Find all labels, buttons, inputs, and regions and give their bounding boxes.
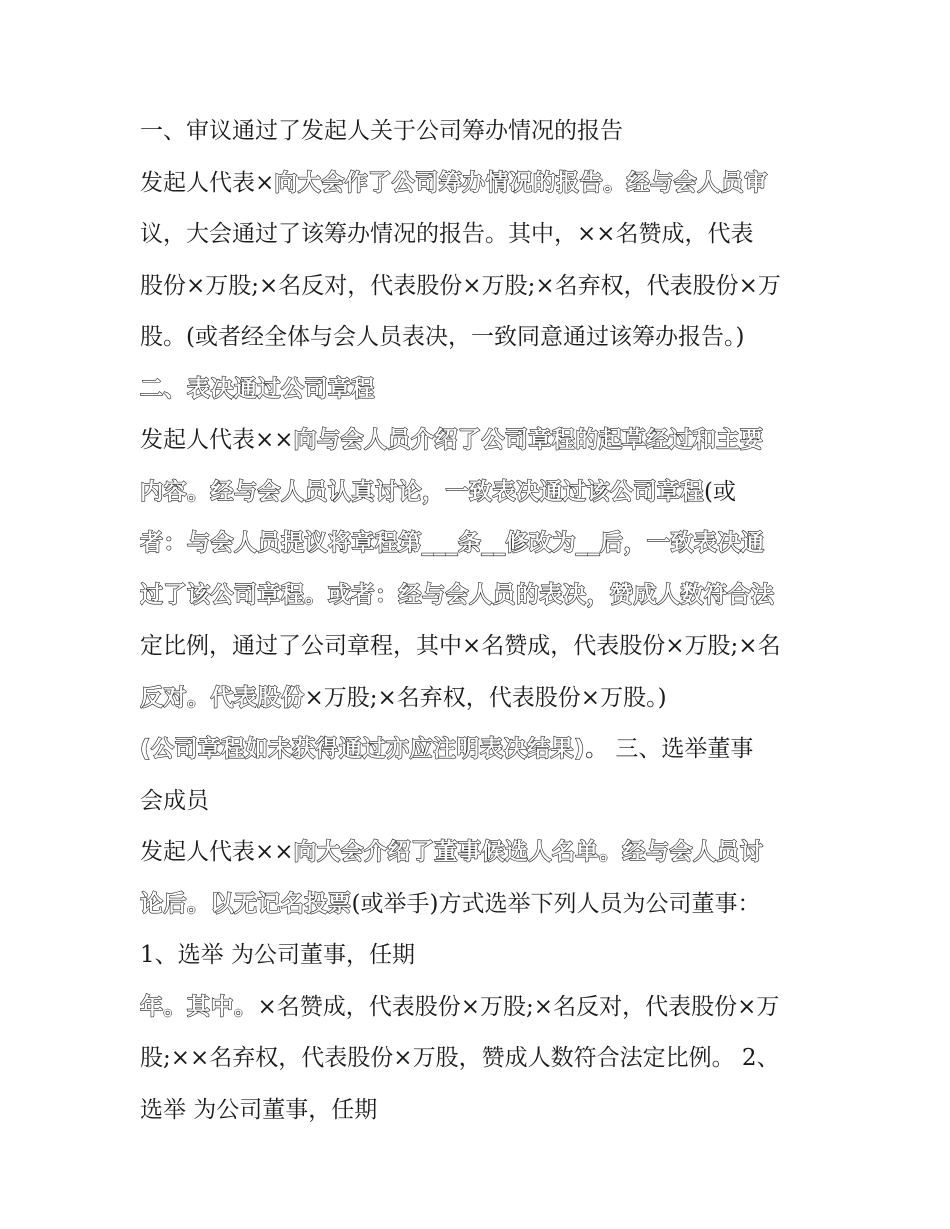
text-segment: 股份×万股;×名反对，代表股份×万股;×名弃权，代表股份×万 bbox=[140, 272, 781, 299]
outlined-text-segment: 向大会作了公司筹办情况的报告。经与会人员审 bbox=[274, 169, 768, 196]
outlined-text-segment: 论后。以无记名投票 bbox=[140, 890, 352, 917]
text-segment: ×名赞成，代表股份×万股;×名反对，代表股份×万 bbox=[257, 993, 780, 1020]
text-line bbox=[140, 364, 820, 416]
document-body bbox=[140, 106, 820, 1136]
outlined-text-segment: (公司章程如未获得通过亦应注明表决结果) bbox=[140, 736, 586, 762]
text-segment: (或举手)方式选举下列人员为公司董事： bbox=[351, 890, 761, 917]
text-line bbox=[140, 415, 820, 467]
text-line bbox=[140, 673, 820, 725]
text-segment: 定比例，通过了公司章程，其中×名赞成，代表股份×万股;×名 bbox=[140, 633, 781, 659]
text-line bbox=[140, 1033, 820, 1085]
text-line bbox=[140, 209, 820, 261]
text-line bbox=[140, 312, 820, 364]
outlined-text-segment: 反对。代表股份 bbox=[140, 684, 305, 711]
text-line bbox=[140, 827, 820, 879]
text-line bbox=[140, 879, 820, 931]
text-segment: 会成员 bbox=[140, 787, 209, 814]
text-segment: 股;××名弃权，代表股份×万股，赞成人数符合法定比例。 2、 bbox=[140, 1045, 780, 1071]
text-segment: 选举 为公司董事，任期 bbox=[140, 1096, 378, 1123]
text-line bbox=[140, 982, 820, 1034]
text-segment: (或 bbox=[704, 478, 736, 505]
text-segment: 议，大会通过了该筹办情况的报告。其中，××名赞成，代表 bbox=[140, 221, 754, 247]
text-segment: 1、选举 为公司董事，任期 bbox=[140, 942, 415, 968]
outlined-text-segment: 向大会介绍了董事候选人名单。经与会人员讨 bbox=[293, 839, 764, 865]
text-line bbox=[140, 158, 820, 210]
text-segment: ×万股;×名弃权，代表股份×万股。) bbox=[304, 684, 667, 711]
text-segment: 发起人代表×× bbox=[140, 427, 294, 453]
outlined-text-segment: 者：与会人员提议将章程第___条__修改为__后，一致表决通 bbox=[140, 530, 765, 556]
text-segment: 发起人代表× bbox=[140, 169, 275, 196]
text-segment: 。 三、选举董事 bbox=[585, 736, 754, 762]
text-line bbox=[140, 106, 820, 158]
outlined-text-segment: 向与会人员介绍了公司章程的起草经过和主要 bbox=[293, 427, 764, 453]
text-line bbox=[140, 570, 820, 622]
text-line bbox=[140, 261, 820, 313]
text-segment: 一、审议通过了发起人关于公司筹办情况的报告 bbox=[140, 118, 623, 144]
text-line bbox=[140, 776, 820, 828]
text-line bbox=[140, 1085, 820, 1137]
outlined-text-segment: 年。其中。 bbox=[140, 993, 258, 1020]
outlined-text-segment: 二、表决通过公司章程 bbox=[140, 375, 375, 402]
text-segment: 发起人代表×× bbox=[140, 839, 294, 865]
outlined-text-segment: 内容。经与会人员认真讨论，一致表决通过该公司章程 bbox=[140, 478, 704, 505]
text-line bbox=[140, 467, 820, 519]
text-line bbox=[140, 930, 820, 982]
text-segment: 股。(或者经全体与会人员表决，一致同意通过该筹办报告。) bbox=[140, 324, 745, 350]
outlined-text-segment: 过了该公司章程。或者：经与会人员的表决，赞成人数符合法 bbox=[140, 581, 775, 608]
text-line bbox=[140, 724, 820, 776]
text-line bbox=[140, 518, 820, 570]
text-line bbox=[140, 621, 820, 673]
